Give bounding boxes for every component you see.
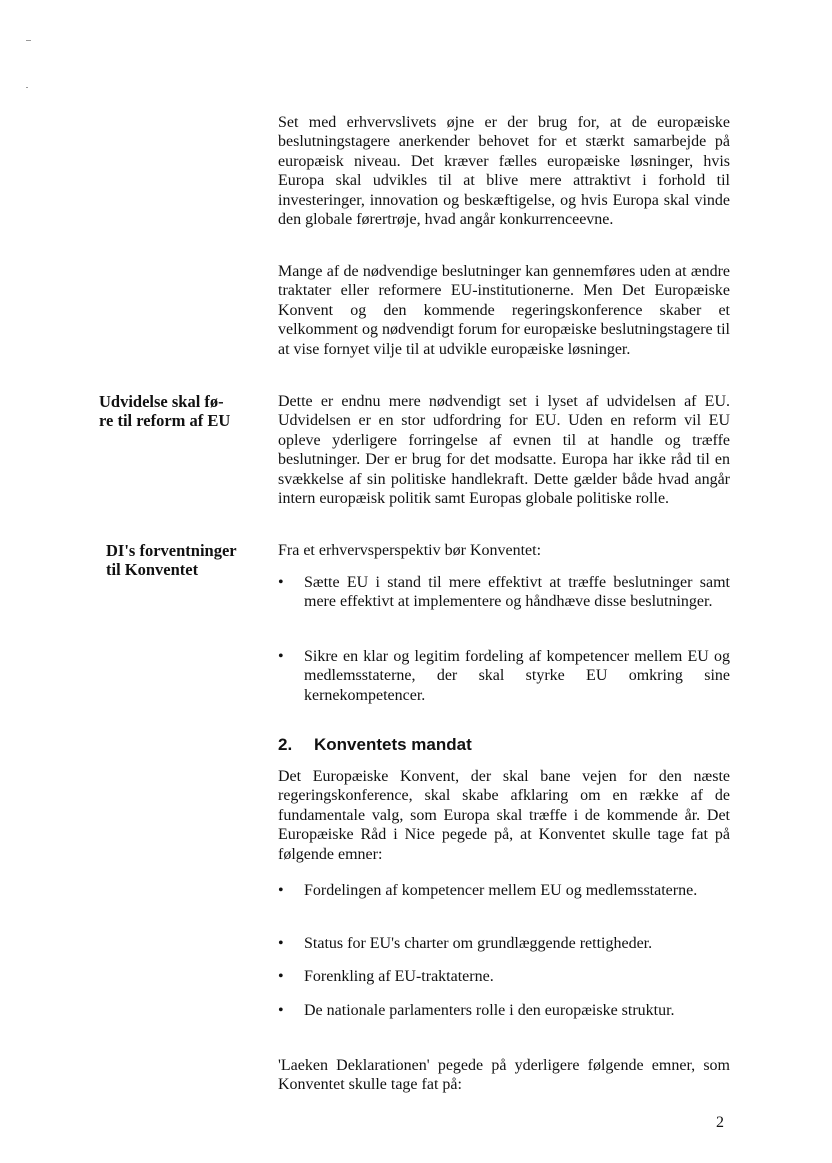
- paragraph-1: Set med erhvervslivets øjne er der brug for, at de europæiske beslutningstagere anerkender behovet for et stærkt samarbejde på europæisk niveau. Det kræver fælles europæiske løsninger, hvis Europa skal udvikles til at blive mere attraktivt i forhold til investeringer, innovation og beskæftigelse, og hvis Europa skal vinde den globale førertrøje, hvad angår konkurrenceevne.: [278, 114, 730, 229]
- list-item: • Status for EU's charter om grundlæggende rettigheder.: [278, 934, 730, 953]
- bullet-list-1: [278, 573, 730, 612]
- bullet-icon: [278, 573, 288, 592]
- bullet-icon: [278, 1001, 288, 1020]
- bullet-list-2: [278, 1001, 730, 1020]
- section-title: Konventets mandat: [314, 735, 472, 754]
- section-number: 2.: [278, 735, 293, 754]
- bullet-list-2: [278, 934, 730, 953]
- paragraph-4: Fra et erhvervsperspektiv bør Konventet:: [278, 542, 542, 559]
- paragraph-3: Dette er endnu mere nødvendigt set i lyset af udvidelsen af EU. Udvidelsen er en stor udfordring for EU. Uden en reform vil EU opleve yderligere forringelse af evnen til at handle og træffe beslutninger. Der er brug for det modsatte. Europa har ikke råd til en svækkelse af sin politiske handlekraft. Dette gælder både hvad angår intern europæisk politik samt Europas globale politiske rolle.: [278, 393, 730, 508]
- bullet-list-1: [278, 647, 730, 705]
- list-item: • Sikre en klar og legitim fordeling af kompetencer mellem EU og medlemsstaterne, der skal styrke EU omkring sine kernekompetencer.: [278, 647, 730, 705]
- margin-note-line: re til reform af EU: [99, 411, 231, 430]
- margin-note-forventninger: [106, 541, 271, 579]
- paragraph-6: 'Laeken Deklarationen' pegede på yderligere følgende emner, som Konventet skulle tage fat på:: [278, 1057, 730, 1094]
- section-heading: [278, 735, 730, 755]
- bullet-icon: [278, 647, 288, 666]
- bullet-list-2: [278, 881, 730, 900]
- bullet-icon: [278, 967, 288, 986]
- list-item: • Fordelingen af kompetencer mellem EU og medlemsstaterne.: [278, 881, 730, 900]
- list-item: • Forenkling af EU-traktaterne.: [278, 967, 730, 986]
- margin-note-line: til Konventet: [106, 560, 199, 579]
- bullet-list-2: [278, 967, 730, 986]
- paragraph-5: Det Europæiske Konvent, der skal bane vejen for den næste regeringskonference, skal skabe afklaring om en række af de fundamentale valg, som Europa skal træffe i de kommende år. Det Europæiske Råd i Nice pegede på, at Konventet skulle tage fat på følgende emner:: [278, 768, 730, 863]
- page-number: 2: [716, 1114, 724, 1131]
- list-item: • Sætte EU i stand til mere effektivt at træffe beslutninger samt mere effektivt at implementere og håndhæve disse beslutninger.: [278, 573, 730, 612]
- scan-mark: [26, 40, 31, 41]
- margin-note-line: Udvidelse skal fø-: [99, 392, 224, 411]
- list-item: • De nationale parlamenters rolle i den europæiske struktur.: [278, 1001, 730, 1020]
- bullet-icon: [278, 934, 288, 953]
- bullet-icon: [278, 881, 288, 900]
- scan-mark: [26, 87, 28, 88]
- margin-note-line: DI's forventninger: [106, 541, 237, 560]
- paragraph-2: Mange af de nødvendige beslutninger kan gennemføres uden at ændre traktater eller reformere EU-institutionerne. Men Det Europæiske Konvent og den kommende regeringskonference skaber et velkomment og nødvendigt forum for europæiske beslutningstagere til at vise fornyet vilje til at udvikle europæiske løsninger.: [278, 263, 730, 358]
- margin-note-udvidelse: [99, 392, 264, 430]
